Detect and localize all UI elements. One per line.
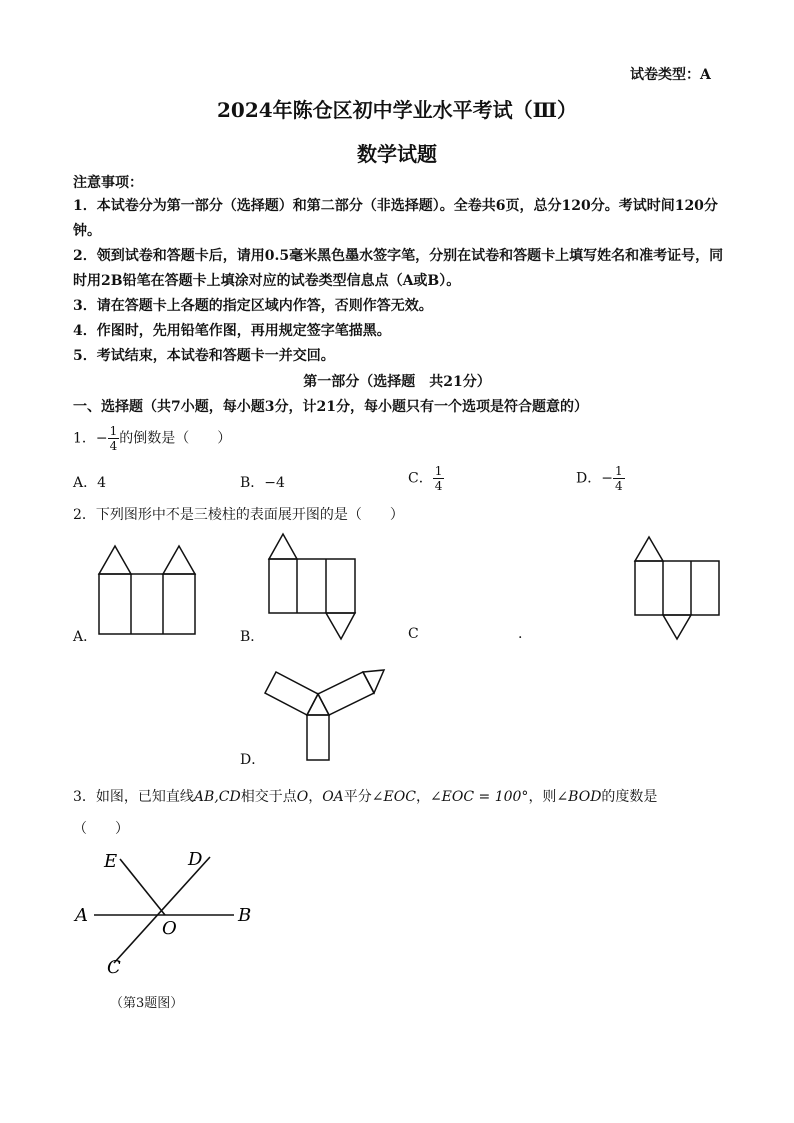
label-c: C — [107, 957, 121, 978]
q3-angle-bod: ∠BOD — [556, 789, 602, 805]
q3-stem-d: ，则 — [528, 789, 557, 805]
question-2-stem: 2．下列图形中不是三棱柱的表面展开图的是（ ） — [73, 507, 404, 523]
exam-title: 2024年陈仓区初中学业水平考试（Ⅲ） — [216, 98, 578, 122]
ray-oe — [120, 859, 165, 915]
label-a: A — [75, 905, 88, 926]
q1-d-num: 1 — [614, 464, 623, 478]
q1-d-fraction — [613, 464, 625, 493]
q1-option-a: A．4 — [73, 475, 107, 491]
q2-figure-c — [634, 535, 724, 643]
q1-option-b: B．−4 — [240, 475, 285, 491]
q1-fraction — [108, 424, 120, 453]
q1-d-den: 4 — [614, 479, 623, 493]
paper-type: 试卷类型：A — [630, 67, 711, 83]
q3-answer-paren: （ ） — [73, 821, 129, 837]
q3-stem-b: 相交于点 — [240, 789, 297, 805]
q3-ab-cd: AB,CD — [193, 789, 241, 805]
q3-point-o: O — [296, 789, 309, 805]
label-b: B — [238, 905, 252, 926]
q1-prefix: 1．− — [73, 430, 108, 447]
label-o: O — [162, 918, 177, 939]
note-item: 1．本试卷分为第一部分（选择题）和第二部分（非选择题）。全卷共6页，总分120分。考试时间120分钟。 — [73, 198, 718, 239]
note-item: 3．请在答题卡上各题的指定区域内作答，否则作答无效。 — [73, 298, 433, 314]
q2-label-d: D． — [240, 752, 266, 768]
q1-c-num: 1 — [434, 464, 443, 478]
q1-c-label: C． — [408, 470, 433, 487]
exam-subtitle: 数学试题 — [357, 142, 437, 166]
q3-stem-a: 3．如图，已知直线 — [73, 789, 194, 805]
q2-label-c: C — [408, 626, 419, 642]
q1-c-den: 4 — [434, 479, 443, 493]
q3-stem-c: 平分 — [343, 789, 372, 805]
q1-frac-num: 1 — [109, 424, 118, 438]
notes-heading: 注意事项： — [73, 175, 143, 191]
note-item: 4．作图时，先用铅笔作图，再用规定签字笔描黑。 — [73, 323, 391, 339]
q2-figure-a — [98, 544, 198, 636]
q3-figure — [70, 845, 270, 980]
q2-figure-d — [262, 664, 387, 764]
part1-heading: 第一部分（选择题 共21分） — [303, 374, 491, 390]
q1-frac-den: 4 — [109, 439, 118, 453]
q1-c-fraction — [433, 464, 445, 493]
question-3-stem — [73, 786, 657, 808]
q2-label-b: B． — [240, 629, 265, 645]
q1-option-c — [408, 464, 444, 493]
q3-comma: ， — [308, 789, 323, 805]
q3-angle-eq: ∠EOC = 100° — [429, 789, 529, 805]
q3-comma2: ， — [415, 789, 430, 805]
note-item: 2．领到试卷和答题卡后，请用0.5毫米黑色墨水签字笔，分别在试卷和答题卡上填写姓名和准考证号，同时用2B铅笔在答题卡上填涂对应的试卷类型信息点（A或B）。 — [73, 248, 724, 289]
label-e: E — [104, 851, 118, 872]
label-d: D — [188, 849, 203, 870]
q2-label-a: A． — [73, 629, 98, 645]
q2-figure-b — [268, 532, 358, 642]
q3-oa: OA — [322, 789, 344, 805]
q3-angle-eoc: ∠EOC — [371, 789, 416, 805]
q3-figure-caption: （第3题图） — [110, 996, 184, 1011]
q2-label-c-dot: . — [518, 626, 523, 642]
section1-heading: 一、选择题（共7小题，每小题3分，计21分，每小题只有一个选项是符合题意的） — [73, 399, 588, 415]
q1-suffix: 的倒数是（ ） — [119, 430, 232, 447]
note-item: 5．考试结束，本试卷和答题卡一并交回。 — [73, 348, 335, 364]
q1-d-label: D．− — [576, 470, 613, 487]
q3-stem-e: 的度数是 — [601, 789, 658, 805]
q1-option-d — [576, 464, 625, 493]
question-1-stem — [73, 424, 231, 453]
